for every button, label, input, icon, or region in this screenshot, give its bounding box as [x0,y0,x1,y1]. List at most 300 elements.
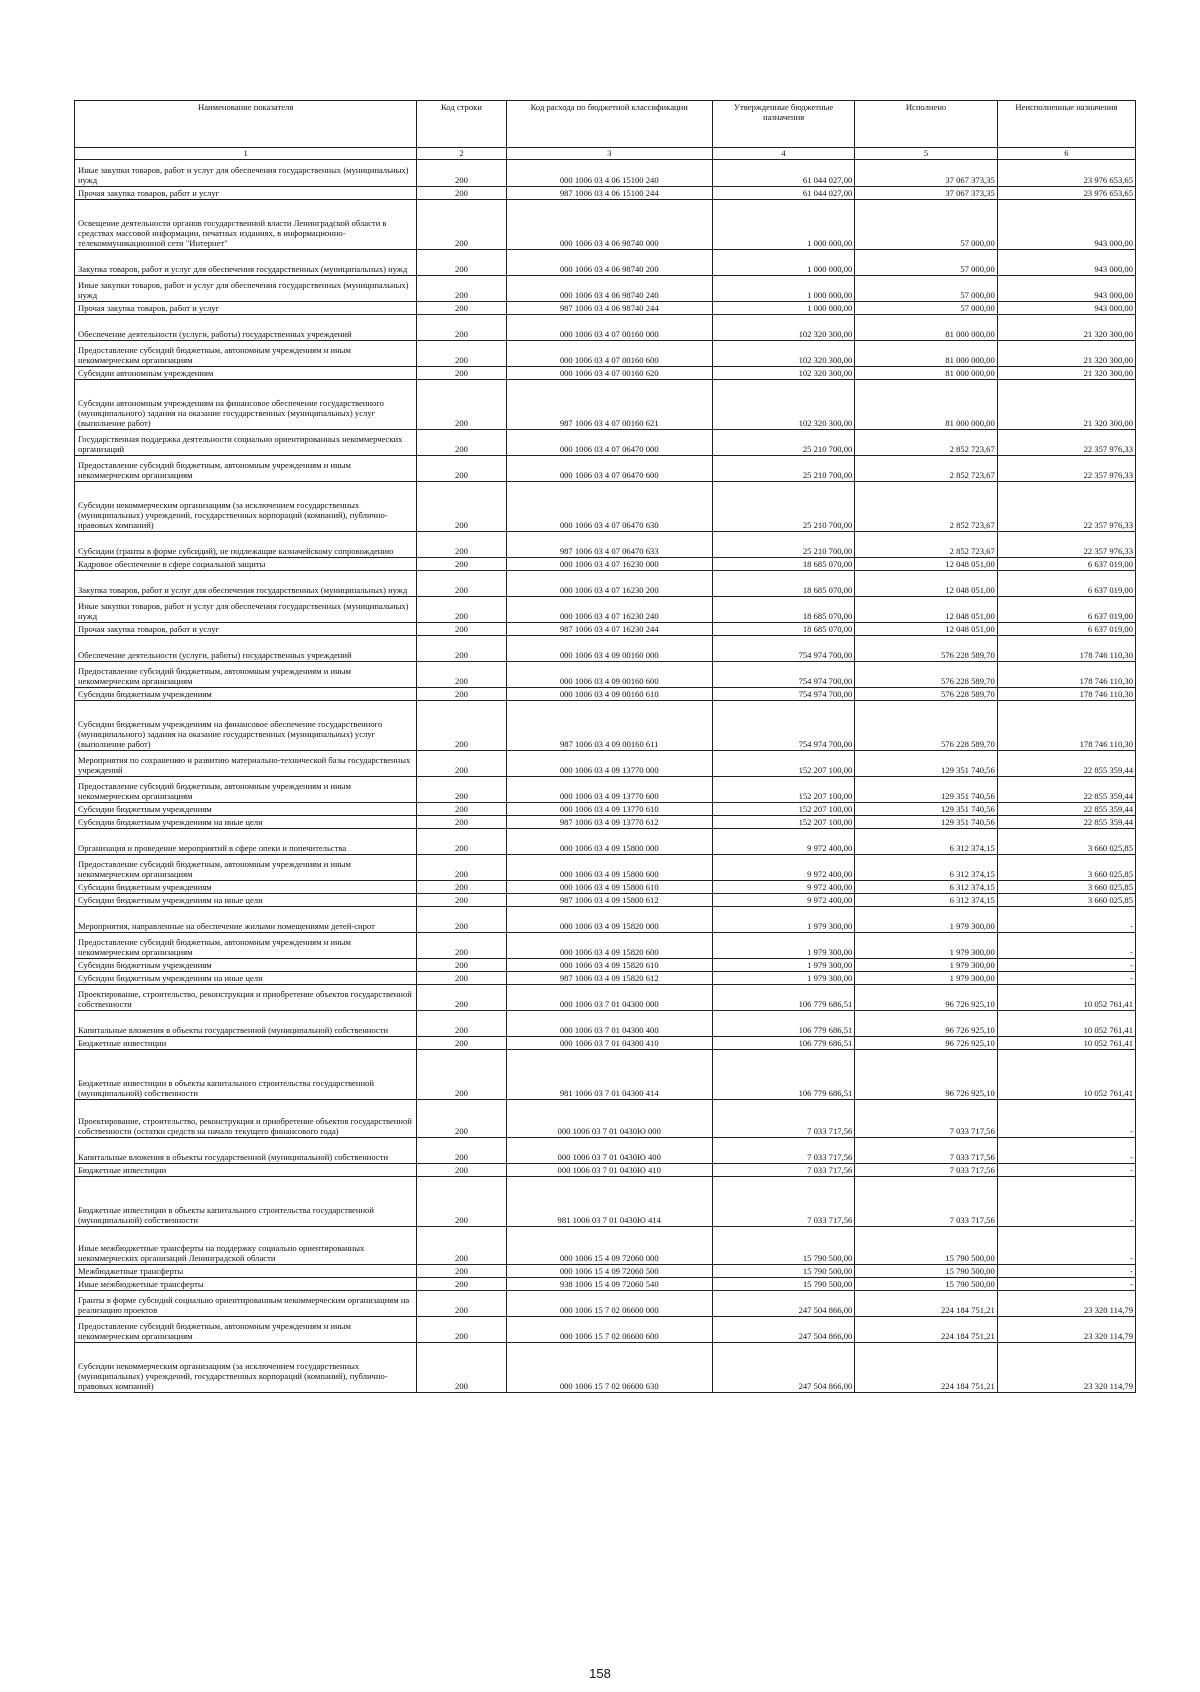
table-row [75,276,1136,302]
row-classification-code: 000 1006 03 4 07 00160 000 [506,315,712,341]
table-row [75,972,1136,985]
row-classification-code: 000 1006 03 7 01 0430Ю 000 [506,1100,712,1138]
row-unexecuted-amount: - [997,1227,1135,1265]
row-unexecuted-amount: 10 052 761,41 [997,1050,1135,1100]
row-approved-amount: 106 779 686,51 [712,1037,854,1050]
row-classification-code: 000 1006 03 4 07 16230 240 [506,597,712,623]
row-unexecuted-amount: 6 637 019,00 [997,558,1135,571]
row-name: Субсидии автономным учреждениям на финансовое обеспечение государственного (муниципального) задания на оказание государственных (муниципальных) услуг (выполнение работ) [75,380,417,430]
row-unexecuted-amount: 23 320 114,79 [997,1343,1135,1393]
budget-report-table-container [74,100,1136,1393]
row-classification-code: 987 1006 03 4 07 16230 244 [506,623,712,636]
row-unexecuted-amount: 21 320 300,00 [997,315,1135,341]
row-line-code: 200 [417,250,506,276]
row-executed-amount: 129 351 740,56 [855,777,997,803]
row-line-code: 200 [417,341,506,367]
row-approved-amount: 7 033 717,56 [712,1177,854,1227]
row-line-code: 200 [417,532,506,558]
row-line-code: 200 [417,701,506,751]
row-executed-amount: 224 184 751,21 [855,1317,997,1343]
header-executed: Исполнено [855,101,997,148]
table-row [75,623,1136,636]
row-executed-amount: 12 048 051,00 [855,571,997,597]
row-classification-code: 987 1006 03 4 06 98740 244 [506,302,712,315]
row-approved-amount: 9 972 400,00 [712,855,854,881]
row-line-code: 200 [417,380,506,430]
page-number: 158 [589,1666,611,1681]
row-classification-code: 000 1006 03 4 09 15820 000 [506,907,712,933]
row-unexecuted-amount: 22 357 976,33 [997,456,1135,482]
table-body [75,160,1136,1393]
row-name: Предоставление субсидий бюджетным, автономным учреждениям и иным некоммерческим организациям [75,1317,417,1343]
row-classification-code: 000 1006 03 4 07 06470 630 [506,482,712,532]
row-line-code: 200 [417,623,506,636]
row-approved-amount: 102 320 300,00 [712,341,854,367]
row-classification-code: 000 1006 03 4 09 15820 600 [506,933,712,959]
row-line-code: 200 [417,688,506,701]
row-classification-code: 981 1006 03 7 01 04300 414 [506,1050,712,1100]
row-name: Освещение деятельности органов государственной власти Ленинградской области в средствах массовой информации, печатных изданиях, в информационно-телекоммуникационной сети "Интернет" [75,200,417,250]
column-number: 6 [997,148,1135,160]
row-unexecuted-amount: 943 000,00 [997,276,1135,302]
row-name: Бюджетные инвестиции в объекты капитального строительства государственной (муниципальной) собственности [75,1177,417,1227]
row-approved-amount: 1 979 300,00 [712,907,854,933]
row-line-code: 200 [417,302,506,315]
row-unexecuted-amount: 6 637 019,00 [997,597,1135,623]
row-approved-amount: 102 320 300,00 [712,380,854,430]
row-unexecuted-amount: 178 746 110,30 [997,662,1135,688]
row-classification-code: 938 1006 15 4 09 72060 540 [506,1278,712,1291]
column-number: 4 [712,148,854,160]
row-approved-amount: 18 685 070,00 [712,597,854,623]
row-classification-code: 000 1006 03 4 06 15100 240 [506,160,712,187]
table-row [75,160,1136,187]
row-approved-amount: 15 790 500,00 [712,1265,854,1278]
row-line-code: 200 [417,367,506,380]
row-executed-amount: 12 048 051,00 [855,623,997,636]
row-line-code: 200 [417,456,506,482]
row-line-code: 200 [417,571,506,597]
row-line-code: 200 [417,160,506,187]
row-name: Предоставление субсидий бюджетным, автономным учреждениям и иным некоммерческим организациям [75,456,417,482]
row-executed-amount: 224 184 751,21 [855,1291,997,1317]
row-line-code: 200 [417,816,506,829]
row-name: Субсидии бюджетным учреждениям [75,881,417,894]
row-executed-amount: 7 033 717,56 [855,1164,997,1177]
row-line-code: 200 [417,1343,506,1393]
row-executed-amount: 1 979 300,00 [855,907,997,933]
row-line-code: 200 [417,855,506,881]
row-executed-amount: 57 000,00 [855,200,997,250]
row-executed-amount: 7 033 717,56 [855,1138,997,1164]
row-unexecuted-amount: 178 746 110,30 [997,636,1135,662]
row-unexecuted-amount: 943 000,00 [997,250,1135,276]
row-unexecuted-amount: - [997,1177,1135,1227]
row-executed-amount: 6 312 374,15 [855,855,997,881]
row-classification-code: 000 1006 15 7 02 06600 600 [506,1317,712,1343]
row-line-code: 200 [417,1227,506,1265]
row-unexecuted-amount: - [997,1265,1135,1278]
row-unexecuted-amount: 21 320 300,00 [997,367,1135,380]
row-name: Мероприятия, направленные на обеспечение жилыми помещениями детей-сирот [75,907,417,933]
table-row [75,1164,1136,1177]
row-name: Иные закупки товаров, работ и услуг для обеспечения государственных (муниципальных) нужд [75,597,417,623]
table-row [75,571,1136,597]
row-name: Капитальные вложения в объекты государственной (муниципальной) собственности [75,1011,417,1037]
row-approved-amount: 61 044 027,00 [712,187,854,200]
table-row [75,985,1136,1011]
row-unexecuted-amount: 3 660 025,85 [997,855,1135,881]
row-approved-amount: 1 979 300,00 [712,959,854,972]
table-row [75,933,1136,959]
table-header-row [75,101,1136,148]
row-unexecuted-amount: - [997,1138,1135,1164]
row-approved-amount: 106 779 686,51 [712,1011,854,1037]
row-name: Субсидии бюджетным учреждениям на финансовое обеспечение государственного (муниципального) задания на оказание государственных (муниципальных) услуг (выполнение работ) [75,701,417,751]
row-name: Прочая закупка товаров, работ и услуг [75,623,417,636]
row-classification-code: 000 1006 03 7 01 0430Ю 400 [506,1138,712,1164]
table-row [75,803,1136,816]
table-row [75,380,1136,430]
row-classification-code: 987 1006 03 4 07 00160 621 [506,380,712,430]
row-executed-amount: 57 000,00 [855,302,997,315]
row-classification-code: 000 1006 15 4 09 72060 500 [506,1265,712,1278]
row-classification-code: 000 1006 03 4 09 13770 600 [506,777,712,803]
row-line-code: 200 [417,777,506,803]
table-row [75,1138,1136,1164]
row-executed-amount: 7 033 717,56 [855,1100,997,1138]
row-approved-amount: 61 044 027,00 [712,160,854,187]
row-line-code: 200 [417,1278,506,1291]
row-classification-code: 987 1006 03 4 09 13770 612 [506,816,712,829]
row-classification-code: 000 1006 03 4 06 98740 240 [506,276,712,302]
row-approved-amount: 25 210 700,00 [712,532,854,558]
row-executed-amount: 576 228 589,70 [855,688,997,701]
row-approved-amount: 18 685 070,00 [712,558,854,571]
row-name: Проектирование, строительство, реконструкция и приобретение объектов государственной собственности [75,985,417,1011]
row-name: Субсидии бюджетным учреждениям на иные цели [75,894,417,907]
row-classification-code: 000 1006 03 4 09 13770 000 [506,751,712,777]
row-line-code: 200 [417,315,506,341]
row-executed-amount: 1 979 300,00 [855,972,997,985]
row-classification-code: 000 1006 03 4 07 00160 620 [506,367,712,380]
row-approved-amount: 15 790 500,00 [712,1278,854,1291]
table-row [75,881,1136,894]
row-unexecuted-amount: 22 855 359,44 [997,816,1135,829]
row-approved-amount: 18 685 070,00 [712,571,854,597]
row-name: Субсидии автономным учреждениям [75,367,417,380]
row-name: Иные межбюджетные трансферты на поддержку социально ориентированных некоммерческих организаций Ленинградской области [75,1227,417,1265]
row-approved-amount: 1 000 000,00 [712,302,854,315]
row-unexecuted-amount: 22 357 976,33 [997,532,1135,558]
row-name: Мероприятия по сохранению и развитию материально-технической базы государственных учреждений [75,751,417,777]
row-line-code: 200 [417,933,506,959]
row-name: Предоставление субсидий бюджетным, автономным учреждениям и иным некоммерческим организациям [75,855,417,881]
header-unexecuted: Неисполненные назначения [997,101,1135,148]
row-name: Субсидии бюджетным учреждениям на иные цели [75,816,417,829]
row-line-code: 200 [417,430,506,456]
table-row [75,1227,1136,1265]
row-approved-amount: 247 504 866,00 [712,1291,854,1317]
row-executed-amount: 129 351 740,56 [855,803,997,816]
row-unexecuted-amount: 23 976 653,65 [997,187,1135,200]
row-unexecuted-amount: - [997,1164,1135,1177]
row-approved-amount: 25 210 700,00 [712,456,854,482]
table-row [75,894,1136,907]
row-approved-amount: 7 033 717,56 [712,1100,854,1138]
row-line-code: 200 [417,636,506,662]
row-executed-amount: 15 790 500,00 [855,1265,997,1278]
row-approved-amount: 102 320 300,00 [712,315,854,341]
row-classification-code: 000 1006 03 4 07 16230 200 [506,571,712,597]
row-approved-amount: 1 979 300,00 [712,933,854,959]
row-line-code: 200 [417,829,506,855]
row-executed-amount: 1 979 300,00 [855,933,997,959]
row-executed-amount: 576 228 589,70 [855,701,997,751]
row-name: Иные закупки товаров, работ и услуг для обеспечения государственных (муниципальных) нужд [75,276,417,302]
row-unexecuted-amount: - [997,959,1135,972]
row-line-code: 200 [417,1050,506,1100]
row-executed-amount: 96 726 925,10 [855,985,997,1011]
table-row [75,200,1136,250]
row-name: Межбюджетные трансферты [75,1265,417,1278]
column-number: 2 [417,148,506,160]
header-approved: Утвержденные бюджетные назначения [712,101,854,148]
row-unexecuted-amount: 178 746 110,30 [997,701,1135,751]
row-unexecuted-amount: 10 052 761,41 [997,985,1135,1011]
row-executed-amount: 81 000 000,00 [855,367,997,380]
table-row [75,1037,1136,1050]
table-row [75,688,1136,701]
row-classification-code: 000 1006 03 4 06 98740 000 [506,200,712,250]
row-executed-amount: 576 228 589,70 [855,636,997,662]
table-row [75,1100,1136,1138]
header-classification-code: Код расхода по бюджетной классификации [506,101,712,148]
row-approved-amount: 152 207 100,00 [712,803,854,816]
row-classification-code: 000 1006 03 4 09 00160 000 [506,636,712,662]
table-row [75,341,1136,367]
row-name: Государственная поддержка деятельности социально ориентированных некоммерческих организаций [75,430,417,456]
row-executed-amount: 81 000 000,00 [855,380,997,430]
table-row [75,751,1136,777]
row-classification-code: 987 1006 03 4 09 15820 612 [506,972,712,985]
table-row [75,907,1136,933]
row-approved-amount: 152 207 100,00 [712,777,854,803]
row-unexecuted-amount: 21 320 300,00 [997,380,1135,430]
table-row [75,315,1136,341]
row-line-code: 200 [417,1011,506,1037]
table-row [75,187,1136,200]
row-line-code: 200 [417,597,506,623]
row-unexecuted-amount: 178 746 110,30 [997,688,1135,701]
row-approved-amount: 1 979 300,00 [712,972,854,985]
row-line-code: 200 [417,1291,506,1317]
row-name: Бюджетные инвестиции в объекты капитального строительства государственной (муниципальной) собственности [75,1050,417,1100]
row-unexecuted-amount: - [997,972,1135,985]
table-row [75,532,1136,558]
row-executed-amount: 2 852 723,67 [855,532,997,558]
row-approved-amount: 1 000 000,00 [712,200,854,250]
table-row [75,597,1136,623]
table-row [75,1278,1136,1291]
row-line-code: 200 [417,1265,506,1278]
row-name: Предоставление субсидий бюджетным, автономным учреждениям и иным некоммерческим организациям [75,341,417,367]
row-line-code: 200 [417,907,506,933]
row-executed-amount: 37 067 373,35 [855,187,997,200]
row-executed-amount: 12 048 051,00 [855,597,997,623]
row-executed-amount: 81 000 000,00 [855,341,997,367]
row-name: Капитальные вложения в объекты государственной (муниципальной) собственности [75,1138,417,1164]
row-approved-amount: 9 972 400,00 [712,881,854,894]
row-name: Иные закупки товаров, работ и услуг для обеспечения государственных (муниципальных) нужд [75,160,417,187]
row-executed-amount: 6 312 374,15 [855,894,997,907]
row-name: Субсидии некоммерческим организациям (за исключением государственных (муниципальных) учреждений, государственных корпораций (компаний), публично-правовых компаний) [75,1343,417,1393]
row-executed-amount: 15 790 500,00 [855,1227,997,1265]
row-approved-amount: 25 210 700,00 [712,430,854,456]
row-executed-amount: 37 067 373,35 [855,160,997,187]
row-name: Прочая закупка товаров, работ и услуг [75,302,417,315]
row-name: Бюджетные инвестиции [75,1037,417,1050]
row-classification-code: 000 1006 03 4 09 15800 610 [506,881,712,894]
row-unexecuted-amount: 943 000,00 [997,200,1135,250]
row-unexecuted-amount: 22 357 976,33 [997,482,1135,532]
row-name: Бюджетные инвестиции [75,1164,417,1177]
row-line-code: 200 [417,1037,506,1050]
row-unexecuted-amount: 3 660 025,85 [997,881,1135,894]
row-executed-amount: 15 790 500,00 [855,1278,997,1291]
row-unexecuted-amount: 22 855 359,44 [997,777,1135,803]
row-approved-amount: 152 207 100,00 [712,816,854,829]
row-unexecuted-amount: - [997,1278,1135,1291]
row-classification-code: 000 1006 03 4 09 15800 000 [506,829,712,855]
row-unexecuted-amount: - [997,1100,1135,1138]
row-approved-amount: 102 320 300,00 [712,367,854,380]
row-line-code: 200 [417,482,506,532]
row-name: Обеспечение деятельности (услуги, работы) государственных учреждений [75,315,417,341]
table-row [75,302,1136,315]
row-classification-code: 000 1006 03 4 09 15820 610 [506,959,712,972]
row-executed-amount: 129 351 740,56 [855,751,997,777]
row-name: Субсидии бюджетным учреждениям [75,688,417,701]
row-classification-code: 981 1006 03 7 01 0430Ю 414 [506,1177,712,1227]
row-classification-code: 000 1006 15 7 02 06600 630 [506,1343,712,1393]
table-row [75,1050,1136,1100]
table-row [75,701,1136,751]
row-name: Иные межбюджетные трансферты [75,1278,417,1291]
row-name: Закупка товаров, работ и услуг для обеспечения государственных (муниципальных) нужд [75,571,417,597]
row-unexecuted-amount: 22 855 359,44 [997,803,1135,816]
row-unexecuted-amount: 23 320 114,79 [997,1317,1135,1343]
row-executed-amount: 1 979 300,00 [855,959,997,972]
row-executed-amount: 2 852 723,67 [855,430,997,456]
row-classification-code: 000 1006 03 4 09 13770 610 [506,803,712,816]
row-line-code: 200 [417,200,506,250]
row-unexecuted-amount: 23 320 114,79 [997,1291,1135,1317]
row-approved-amount: 9 972 400,00 [712,829,854,855]
row-executed-amount: 12 048 051,00 [855,558,997,571]
row-approved-amount: 152 207 100,00 [712,751,854,777]
header-name: Наименование показателя [75,101,417,148]
row-classification-code: 987 1006 03 4 09 15800 612 [506,894,712,907]
row-name: Субсидии (гранты в форме субсидий), не подлежащие казначейскому сопровождению [75,532,417,558]
table-row [75,816,1136,829]
table-row [75,456,1136,482]
row-line-code: 200 [417,881,506,894]
row-executed-amount: 81 000 000,00 [855,315,997,341]
row-executed-amount: 576 228 589,70 [855,662,997,688]
row-classification-code: 000 1006 03 4 07 06470 600 [506,456,712,482]
row-executed-amount: 6 312 374,15 [855,881,997,894]
row-line-code: 200 [417,276,506,302]
table-row [75,829,1136,855]
row-name: Обеспечение деятельности (услуги, работы) государственных учреждений [75,636,417,662]
row-line-code: 200 [417,985,506,1011]
table-row [75,1317,1136,1343]
row-unexecuted-amount: 23 976 653,65 [997,160,1135,187]
row-executed-amount: 96 726 925,10 [855,1050,997,1100]
row-classification-code: 987 1006 03 4 06 15100 244 [506,187,712,200]
row-name: Субсидии бюджетным учреждениям [75,959,417,972]
row-unexecuted-amount: 6 637 019,00 [997,571,1135,597]
column-number: 3 [506,148,712,160]
row-approved-amount: 1 000 000,00 [712,276,854,302]
row-classification-code: 000 1006 15 7 02 06600 000 [506,1291,712,1317]
row-unexecuted-amount: 943 000,00 [997,302,1135,315]
row-unexecuted-amount: 10 052 761,41 [997,1011,1135,1037]
row-executed-amount: 224 184 751,21 [855,1343,997,1393]
row-unexecuted-amount: 22 855 359,44 [997,751,1135,777]
row-line-code: 200 [417,751,506,777]
row-classification-code: 987 1006 03 4 07 06470 633 [506,532,712,558]
row-classification-code: 000 1006 03 4 09 00160 610 [506,688,712,701]
table-row [75,1011,1136,1037]
table-row [75,777,1136,803]
row-unexecuted-amount: 6 637 019,00 [997,623,1135,636]
row-line-code: 200 [417,1138,506,1164]
row-unexecuted-amount: - [997,933,1135,959]
row-approved-amount: 754 974 700,00 [712,662,854,688]
table-row [75,1343,1136,1393]
row-name: Субсидии бюджетным учреждениям на иные цели [75,972,417,985]
budget-execution-table [74,100,1136,1393]
table-row [75,367,1136,380]
row-line-code: 200 [417,187,506,200]
row-name: Закупка товаров, работ и услуг для обеспечения государственных (муниципальных) нужд [75,250,417,276]
row-approved-amount: 754 974 700,00 [712,688,854,701]
row-name: Субсидии бюджетным учреждениям [75,803,417,816]
row-approved-amount: 247 504 866,00 [712,1317,854,1343]
row-unexecuted-amount: 10 052 761,41 [997,1037,1135,1050]
row-unexecuted-amount: - [997,907,1135,933]
row-classification-code: 000 1006 03 7 01 04300 400 [506,1011,712,1037]
table-row [75,1265,1136,1278]
row-classification-code: 000 1006 15 4 09 72060 000 [506,1227,712,1265]
row-approved-amount: 25 210 700,00 [712,482,854,532]
table-row [75,855,1136,881]
row-classification-code: 000 1006 03 4 07 06470 000 [506,430,712,456]
row-name: Субсидии некоммерческим организациям (за исключением государственных (муниципальных) учреждений, государственных корпораций (компаний), публично-правовых компаний) [75,482,417,532]
row-executed-amount: 2 852 723,67 [855,456,997,482]
row-executed-amount: 57 000,00 [855,276,997,302]
row-executed-amount: 57 000,00 [855,250,997,276]
row-name: Организация и проведение мероприятий в сфере опеки и попечительства [75,829,417,855]
table-row [75,250,1136,276]
header-line-code: Код строки [417,101,506,148]
row-classification-code: 000 1006 03 7 01 04300 000 [506,985,712,1011]
row-classification-code: 987 1006 03 4 09 00160 611 [506,701,712,751]
row-line-code: 200 [417,1100,506,1138]
row-approved-amount: 106 779 686,51 [712,1050,854,1100]
